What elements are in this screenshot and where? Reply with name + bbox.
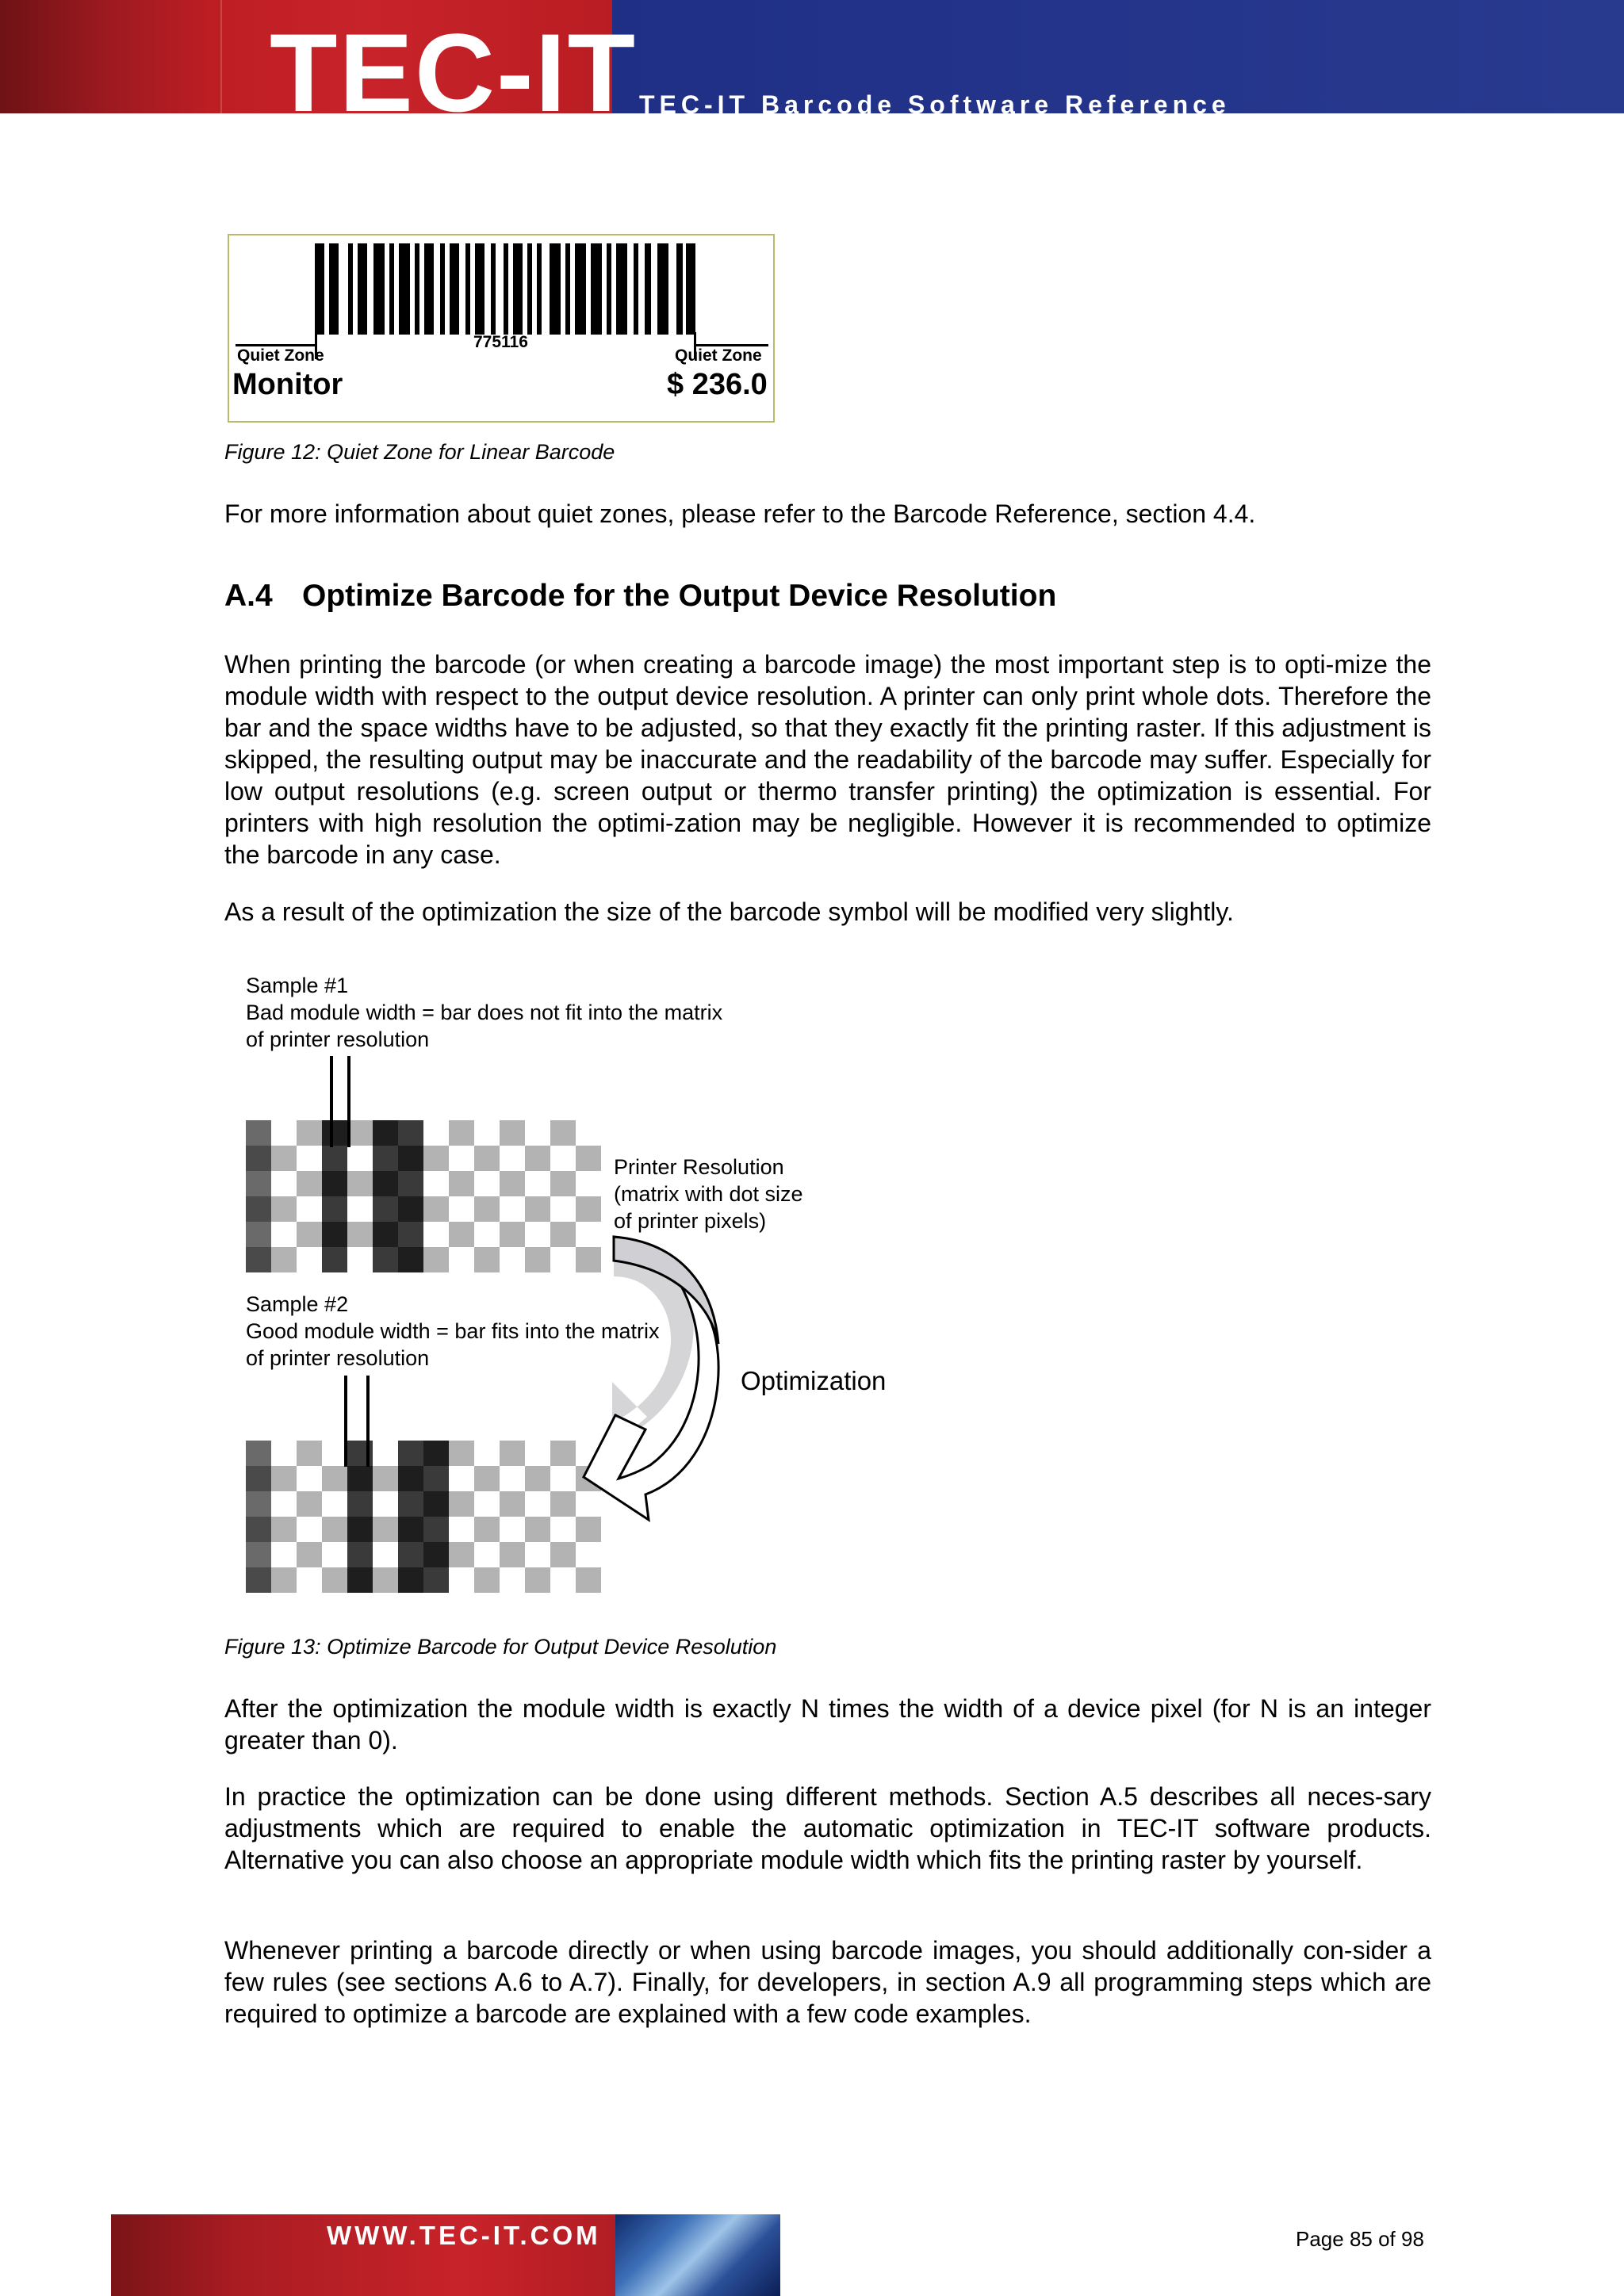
sample-2-title: Sample #2 [246,1292,349,1316]
barcode-bar [607,243,611,335]
printer-pixel [423,1517,449,1542]
barcode-bar [389,243,394,335]
printer-pixel [297,1171,322,1196]
printer-resolution-label: Printer Resolution [614,1155,784,1179]
printer-pixel [398,1491,423,1517]
paragraph-optimization-intro: When printing the barcode (or when creating a barcode image) the most important step is to opti-mize the module width with respect to the output device resolution. A printer can only print whole dots. Therefore the bar and the space widths have to be adjusted, so that they exactly fit the printing raster. If this adjustment is skipped, the resulting output may be inaccurate and the readability of the barcode may suffer. Especially for low output resolutions (e.g. screen output or thermo transfer printing) the optimization is essential. For printers with high resolution the optimi-zation may be negligible. However it is recommended to optimize the barcode in any case. [224,650,1431,869]
printer-pixel [525,1146,550,1171]
barcode-bar [645,243,651,335]
printer-pixel [576,1146,601,1171]
printer-pixel [246,1247,271,1272]
printer-pixel [576,1247,601,1272]
barcode-bar [424,243,434,335]
printer-pixel [449,1542,474,1567]
printer-pixel [322,1222,347,1247]
tec-it-logo: TEC-IT [270,10,638,135]
barcode-bar [358,243,367,335]
printer-pixel [246,1120,271,1146]
printer-pixel [271,1247,297,1272]
footer-website-link[interactable]: WWW.TEC-IT.COM [327,2221,601,2250]
printer-pixel [449,1171,474,1196]
printer-resolution-label-2: (matrix with dot size [614,1182,803,1206]
printer-pixel [398,1146,423,1171]
printer-pixel [373,1466,398,1491]
barcode-bar [575,243,586,335]
sample-2-description: Good module width = bar fits into the matrix [246,1319,660,1343]
optimization-label: Optimization [741,1366,887,1395]
printer-pixel [550,1441,576,1466]
section-title: Optimize Barcode for the Output Device Resolution [302,579,1057,613]
printer-pixel [550,1542,576,1567]
printer-pixel [449,1222,474,1247]
printer-pixel [297,1120,322,1146]
barcode-bar [591,243,602,335]
printer-pixel [271,1146,297,1171]
printer-pixel [271,1517,297,1542]
printer-pixel [271,1196,297,1222]
sample-1-description: Bad module width = bar does not fit into the matrix [246,1001,723,1024]
printer-pixel [474,1517,500,1542]
printer-resolution-label-3: of printer pixels) [614,1209,767,1233]
printer-pixel [576,1567,601,1593]
printer-pixel [474,1567,500,1593]
barcode-bar [399,243,410,335]
printer-pixel [322,1171,347,1196]
printer-pixel [347,1542,373,1567]
barcode-bar [348,243,353,335]
printer-pixel [246,1222,271,1247]
printer-pixel [398,1196,423,1222]
printer-pixel [322,1466,347,1491]
printer-pixel [246,1491,271,1517]
barcode-bar [491,243,496,335]
product-name: Monitor [232,368,343,401]
printer-pixel [246,1466,271,1491]
barcode-number: 775116 [473,333,528,351]
printer-pixel [576,1196,601,1222]
printer-pixel [398,1247,423,1272]
printer-pixel [398,1542,423,1567]
printer-pixel [500,1120,525,1146]
barcode-bar [315,243,324,335]
printer-pixel [373,1247,398,1272]
barcode-bar [686,243,695,335]
printer-pixel [322,1120,347,1146]
barcode-bar [504,243,508,335]
printer-pixel [423,1247,449,1272]
printer-pixel [373,1146,398,1171]
printer-pixel [322,1146,347,1171]
quiet-zone-paragraph: For more information about quiet zones, please refer to the Barcode Reference, section 4.4. [224,499,1256,528]
printer-pixel [373,1222,398,1247]
sample-1-pixel-grid [246,1120,601,1272]
barcode-bar [657,243,668,335]
printer-pixel [474,1146,500,1171]
sample-2-description-2: of printer resolution [246,1346,430,1370]
printer-pixel [373,1517,398,1542]
printer-pixel [398,1567,423,1593]
printer-pixel [423,1567,449,1593]
printer-pixel [347,1120,373,1146]
figure-13-caption: Figure 13: Optimize Barcode for Output Device Resolution [224,1635,777,1659]
printer-pixel [449,1120,474,1146]
barcode-bar [440,243,445,335]
printer-pixel [423,1146,449,1171]
printer-pixel [449,1491,474,1517]
printer-pixel [246,1517,271,1542]
printer-pixel [322,1567,347,1593]
printer-pixel [525,1466,550,1491]
printer-pixel [398,1120,423,1146]
printer-pixel [246,1567,271,1593]
page-number: Page 85 of 98 [1296,2227,1424,2251]
barcode-bar [513,243,523,335]
printer-pixel [373,1196,398,1222]
printer-pixel [423,1466,449,1491]
barcode-bar [450,243,459,335]
printer-pixel [297,1441,322,1466]
figure-12-quiet-zone-barcode [228,234,775,423]
printer-pixel [525,1247,550,1272]
printer-pixel [576,1517,601,1542]
paragraph-practice: In practice the optimization can be done using different methods. Section A.5 describes all neces-sary adjustments which are required to enable the automatic optimization in TEC-IT software products. Alternative you can also choose an appropriate module width which fits the printing raster by yourself. [224,1782,1431,1874]
printer-pixel [347,1222,373,1247]
printer-pixel [550,1222,576,1247]
printer-pixel [423,1542,449,1567]
barcode-bar [475,243,485,335]
paragraph-rules: Whenever printing a barcode directly or when using barcode images, you should additionally con-sider a few rules (see sections A.6 to A.7). Finally, for developers, in section A.9 all programming steps which are required to optimize a barcode are explained with a few code examples. [224,1936,1431,2028]
printer-pixel [500,1441,525,1466]
printer-pixel [423,1441,449,1466]
printer-pixel [398,1517,423,1542]
barcode-bar [676,243,683,335]
printer-pixel [322,1247,347,1272]
quiet-zone-right-label: Quiet Zone [675,346,762,365]
printer-pixel [271,1466,297,1491]
printer-pixel [423,1196,449,1222]
printer-pixel [550,1491,576,1517]
printer-pixel [297,1542,322,1567]
printer-pixel [322,1517,347,1542]
product-price: $ 236.0 [667,368,768,401]
printer-pixel [246,1171,271,1196]
printer-pixel [297,1222,322,1247]
printer-pixel [297,1491,322,1517]
printer-pixel [525,1567,550,1593]
printer-pixel [525,1517,550,1542]
printer-pixel [246,1441,271,1466]
printer-pixel [347,1171,373,1196]
barcode-bar [527,243,532,335]
printer-pixel [474,1466,500,1491]
section-number: A.4 [224,579,273,613]
printer-pixel [398,1222,423,1247]
barcode-bar [465,243,470,335]
printer-pixel [423,1491,449,1517]
barcode-bar [329,243,339,335]
quiet-zone-left-label: Quiet Zone [237,346,324,365]
printer-pixel [474,1196,500,1222]
figure-12-caption: Figure 12: Quiet Zone for Linear Barcode [224,440,615,464]
printer-pixel [347,1517,373,1542]
printer-pixel [373,1120,398,1146]
printer-pixel [322,1196,347,1222]
printer-pixel [500,1491,525,1517]
barcode-bar [537,243,542,335]
barcode-bar [415,243,419,335]
sample-2-pixel-grid [246,1441,601,1593]
pixel-matrix-diagram [238,963,936,1598]
printer-pixel [246,1146,271,1171]
printer-pixel [525,1196,550,1222]
paragraph-module-width: After the optimization the module width is exactly N times the width of a device pixel (for N is an integer greater than 0). [224,1694,1431,1755]
printer-pixel [550,1120,576,1146]
printer-pixel [347,1466,373,1491]
section-heading [224,577,1056,615]
barcode-bar [634,243,638,335]
printer-pixel [271,1567,297,1593]
printer-pixel [500,1171,525,1196]
paragraph-size-modified: As a result of the optimization the size of the barcode symbol will be modified very slightly. [224,897,1234,926]
barcode-bar [565,243,570,335]
printer-pixel [373,1171,398,1196]
footer-image [615,2214,780,2296]
printer-pixel [474,1247,500,1272]
figure-13-optimization-diagram [238,963,936,1598]
printer-pixel [398,1441,423,1466]
printer-pixel [347,1567,373,1593]
printer-pixel [246,1196,271,1222]
printer-pixel [347,1491,373,1517]
sample-1-description-2: of printer resolution [246,1027,430,1051]
printer-pixel [246,1542,271,1567]
sample-1-title: Sample #1 [246,974,349,997]
printer-pixel [500,1542,525,1567]
printer-pixel [398,1171,423,1196]
barcode-bar [373,243,385,335]
header-title: TEC-IT Barcode Software Reference [639,90,1231,119]
printer-pixel [550,1171,576,1196]
printer-pixel [500,1222,525,1247]
printer-pixel [449,1441,474,1466]
barcode-bar [616,243,627,335]
printer-pixel [398,1466,423,1491]
barcode-bar [550,243,561,335]
printer-pixel [373,1567,398,1593]
